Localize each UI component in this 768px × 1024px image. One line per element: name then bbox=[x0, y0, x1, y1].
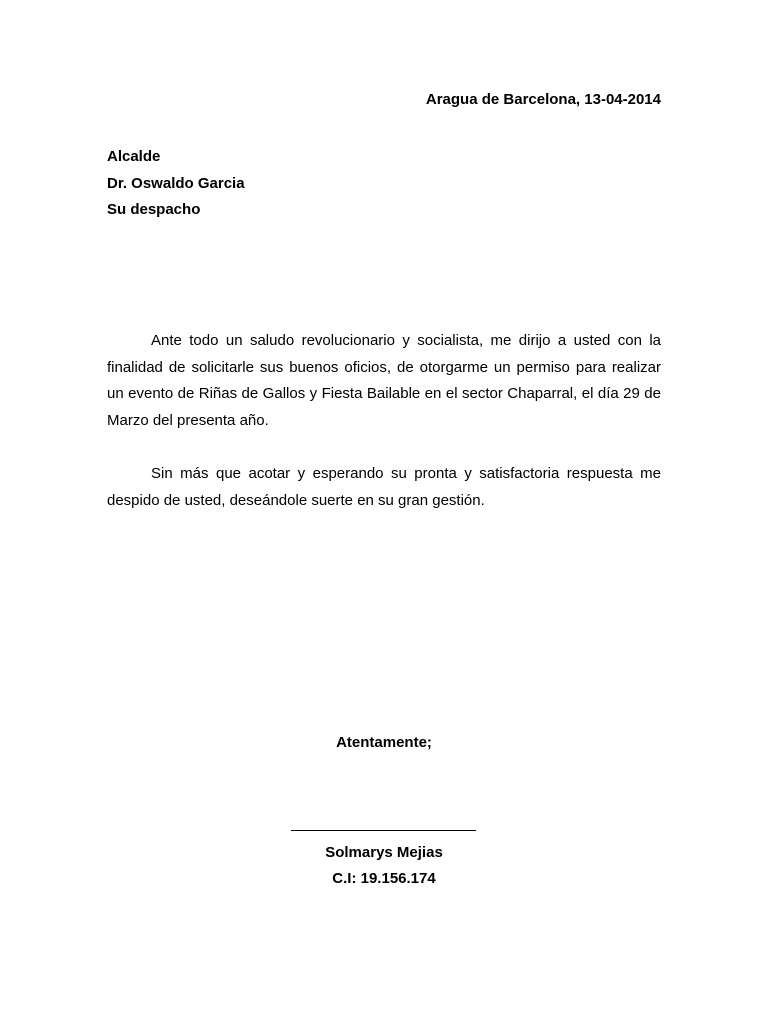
recipient-office: Su despacho bbox=[107, 201, 201, 218]
recipient-name: Dr. Oswaldo Garcia bbox=[107, 174, 245, 192]
recipient-title: Alcalde bbox=[107, 148, 161, 165]
date-line: Aragua de Barcelona, 13-04-2014 bbox=[425, 91, 661, 108]
signer-id: C.I: 19.156.174 bbox=[332, 870, 436, 887]
recipient-block bbox=[107, 144, 245, 224]
body-paragraph-farewell: Sin más que acotar y esperando su pronta y satisfactoria respuesta me despido de usted, deseándole suerte en su gran gestión. bbox=[107, 465, 661, 509]
body-paragraph-request: Ante todo un saludo revolucionario y socialista, me dirijo a usted con la finalidad de solicitarle sus buenos oficios, de otorgarme un permiso para realizar un evento de Riñas de Gallos y Fiesta Bailable en el sector Chaparral, el día 29 de Marzo del presenta año. bbox=[107, 332, 661, 429]
closing-salutation: Atentamente; bbox=[336, 734, 432, 751]
signer-block bbox=[0, 840, 768, 892]
signer-name: Solmarys Mejias bbox=[325, 844, 443, 861]
signature-line bbox=[291, 830, 476, 831]
